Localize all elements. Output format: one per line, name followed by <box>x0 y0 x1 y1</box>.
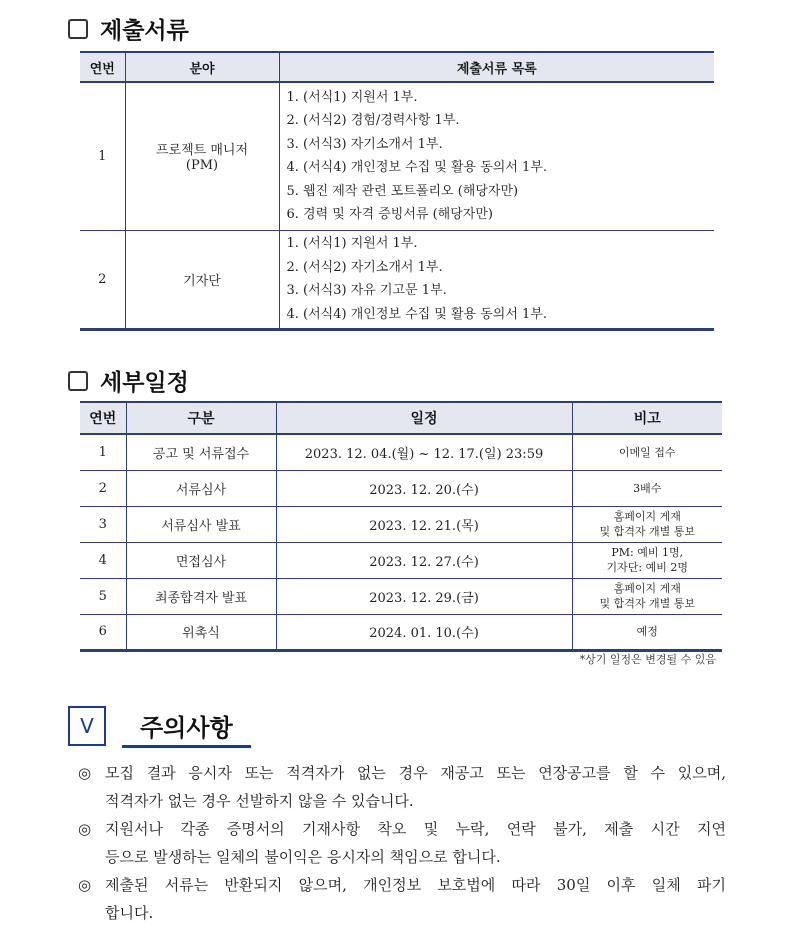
row-no: 5 <box>80 578 126 614</box>
row-no: 4 <box>80 542 126 578</box>
header-category: 구분 <box>126 402 276 434</box>
table-header-row <box>80 402 722 434</box>
bullet-icon: ◎ <box>78 764 92 782</box>
row-documents <box>279 230 714 329</box>
notice-line: 지원서나 각종 증명서의 기재사항 착오 및 누락, 연락 불가, 제출 시간 지연 <box>105 820 726 838</box>
schedule-section-title: 세부일정 <box>100 370 189 396</box>
row-note <box>572 470 722 506</box>
documents-section-title: 제출서류 <box>100 18 189 44</box>
note-line: 예정 <box>636 625 658 638</box>
cautions-title-wrap <box>122 706 251 748</box>
section-number-badge: V <box>68 706 106 746</box>
list-item: 2. (서식2) 경험/경력사항 1부. <box>286 113 460 129</box>
bullet-icon: ◎ <box>78 820 92 838</box>
note-line: PM: 예비 1명, <box>611 546 684 559</box>
schedule-section-header <box>68 364 189 397</box>
table-row <box>80 614 722 650</box>
row-note <box>572 578 722 614</box>
row-date: 2023. 12. 21.(목) <box>276 506 572 542</box>
header-no: 연번 <box>80 52 125 82</box>
field-line: (PM) <box>185 158 219 174</box>
note-line: 및 합격자 개별 통보 <box>599 525 695 538</box>
table-row <box>80 82 714 230</box>
notice-line: 합니다. <box>105 904 154 922</box>
list-item: 5. 웹진 제작 관련 포트폴리오 (해당자만) <box>286 183 519 199</box>
notice-item <box>78 759 726 815</box>
row-note <box>572 542 722 578</box>
note-line: 홈페이지 게재 <box>613 510 681 523</box>
field-line: 프로젝트 매니저 <box>155 143 249 159</box>
checkbox-icon <box>68 19 88 39</box>
notice-item <box>78 871 726 927</box>
row-category: 서류심사 발표 <box>126 506 276 542</box>
row-date: 2023. 12. 04.(월) ~ 12. 17.(일) 23:59 <box>276 434 572 470</box>
row-note <box>572 614 722 650</box>
notice-line: 적격자가 없는 경우 선발하지 않을 수 있습니다. <box>105 792 414 810</box>
table-row <box>80 578 722 614</box>
row-category: 서류심사 <box>126 470 276 506</box>
row-no: 1 <box>80 82 125 230</box>
row-category: 면접심사 <box>126 542 276 578</box>
row-category: 최종합격자 발표 <box>126 578 276 614</box>
list-item: 4. (서식4) 개인정보 수집 및 활용 동의서 1부. <box>286 160 548 176</box>
header-documents: 제출서류 목록 <box>279 52 714 82</box>
row-no: 1 <box>80 434 126 470</box>
row-category: 위촉식 <box>126 614 276 650</box>
cautions-section-header <box>68 706 251 748</box>
note-line: 홈페이지 게재 <box>613 582 681 595</box>
row-field <box>125 82 279 230</box>
table-row <box>80 230 714 329</box>
header-date: 일정 <box>276 402 572 434</box>
notice-item <box>78 815 726 871</box>
table-header-row <box>80 52 714 82</box>
header-no: 연번 <box>80 402 126 434</box>
table-row <box>80 470 722 506</box>
list-item: 2. (서식2) 자기소개서 1부. <box>286 259 443 275</box>
list-item: 6. 경력 및 자격 증빙서류 (해당자만) <box>286 207 493 223</box>
note-line: 3배수 <box>633 481 662 495</box>
schedule-footnote: *상기 일정은 변경될 수 있음 <box>579 653 716 666</box>
notice-line: 모집 결과 응시자 또는 적격자가 없는 경우 재공고 또는 연장공고를 할 수 있으며, <box>105 764 726 782</box>
notice-line: 제출된 서류는 반환되지 않으며, 개인정보 보호법에 따라 30일 이후 일체 파기 <box>105 876 726 894</box>
list-item: 4. (서식4) 개인정보 수집 및 활용 동의서 1부. <box>286 306 548 322</box>
documents-table <box>80 51 714 331</box>
list-item: 1. (서식1) 지원서 1부. <box>286 236 418 251</box>
row-no: 2 <box>80 230 125 329</box>
checkbox-icon <box>68 371 88 391</box>
list-item: 1. (서식1) 지원서 1부. <box>286 89 418 105</box>
header-note: 비고 <box>572 402 722 434</box>
row-date: 2023. 12. 20.(수) <box>276 470 572 506</box>
list-item: 3. (서식3) 자유 기고문 1부. <box>286 283 447 298</box>
row-no: 3 <box>80 506 126 542</box>
bullet-icon: ◎ <box>78 876 92 894</box>
row-note <box>572 506 722 542</box>
table-row <box>80 506 722 542</box>
table-row <box>80 434 722 470</box>
cautions-section-title: 주의사항 <box>140 714 233 742</box>
note-line: 이메일 접수 <box>618 445 676 459</box>
notice-line: 등으로 발생하는 일체의 불이익은 응시자의 책임으로 합니다. <box>105 848 501 866</box>
row-no: 6 <box>80 614 126 650</box>
row-note <box>572 434 722 470</box>
documents-section-header <box>68 12 189 45</box>
row-documents <box>279 82 714 230</box>
row-date: 2023. 12. 27.(수) <box>276 542 572 578</box>
row-date: 2024. 01. 10.(수) <box>276 614 572 650</box>
row-field <box>125 230 279 329</box>
note-line: 및 합격자 개별 통보 <box>599 597 695 610</box>
row-date: 2023. 12. 29.(금) <box>276 578 572 614</box>
field-line: 기자단 <box>183 273 221 289</box>
table-row <box>80 542 722 578</box>
schedule-table <box>80 401 722 652</box>
note-line: 기자단: 예비 2명 <box>606 561 688 574</box>
list-item: 3. (서식3) 자기소개서 1부. <box>286 136 443 152</box>
row-category: 공고 및 서류접수 <box>126 434 276 470</box>
header-field: 분야 <box>125 52 279 82</box>
row-no: 2 <box>80 470 126 506</box>
